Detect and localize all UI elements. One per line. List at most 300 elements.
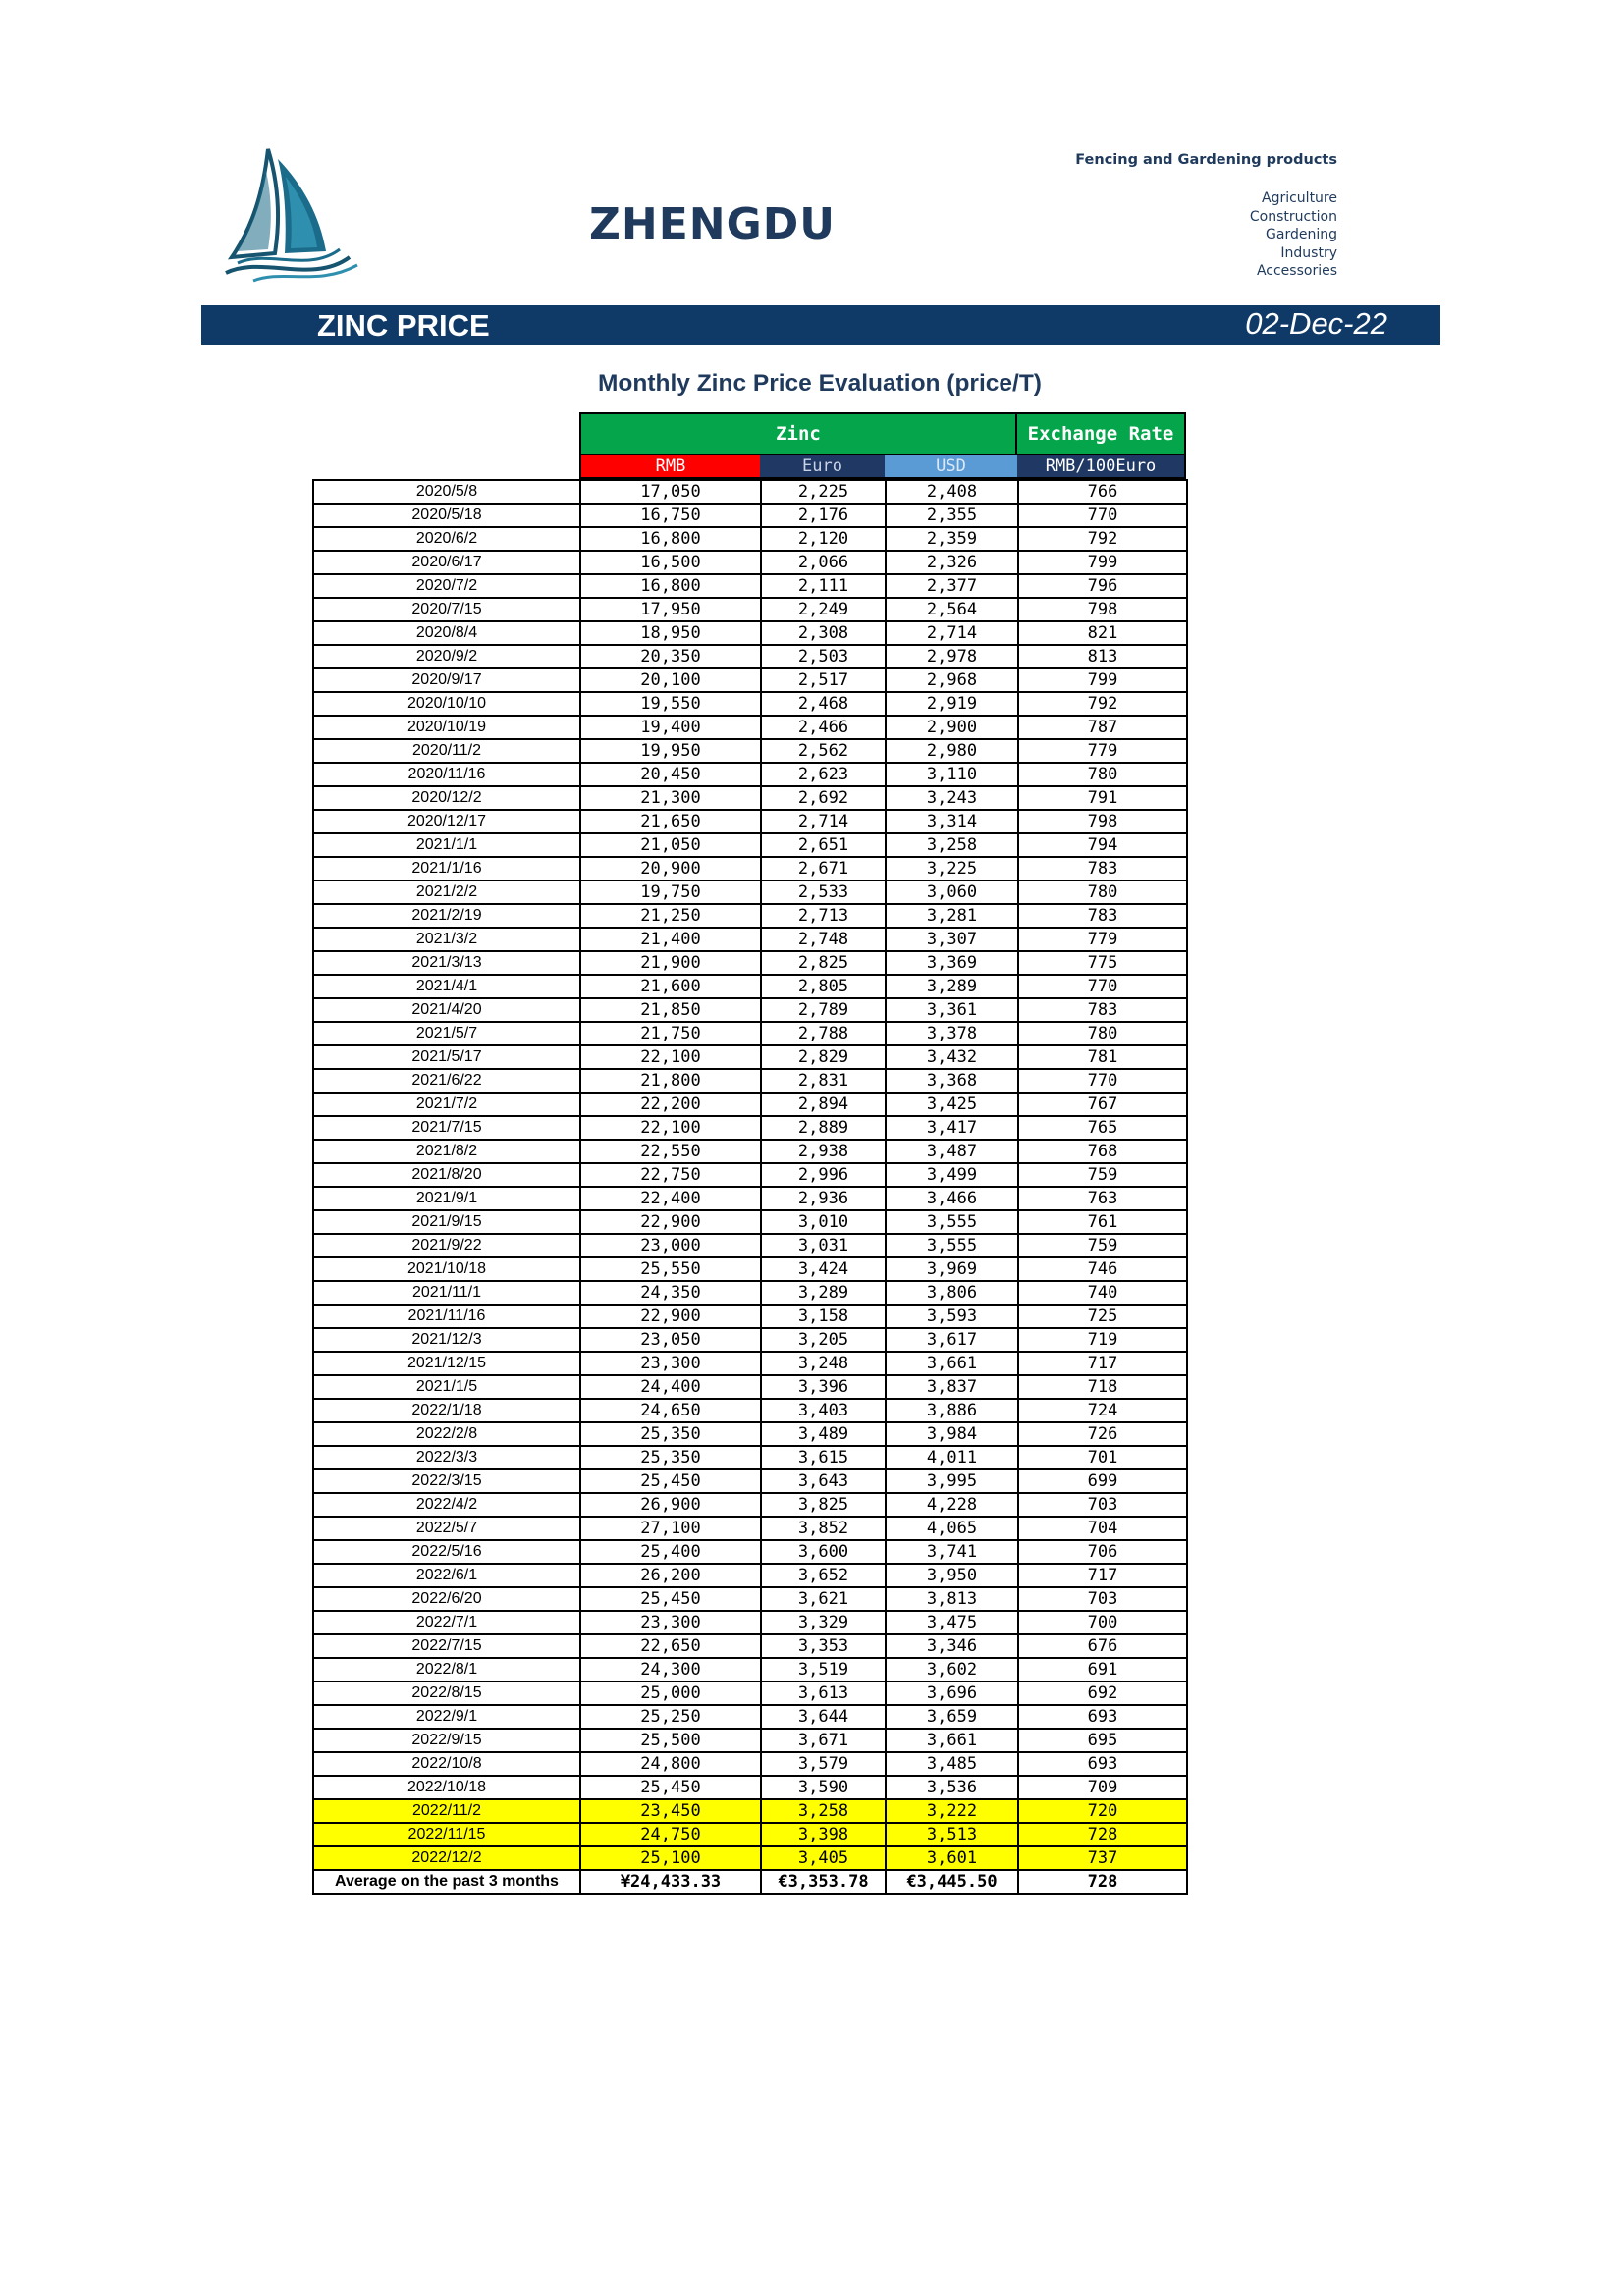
- category-item: Accessories: [1256, 263, 1337, 279]
- table-row: [313, 1469, 1187, 1493]
- date-cell: 2022/8/1: [313, 1658, 580, 1682]
- exchange-rate-cell: 775: [1018, 951, 1187, 975]
- euro-price-cell: 3,424: [761, 1257, 886, 1281]
- euro-price-cell: 3,396: [761, 1375, 886, 1399]
- exchange-rate-cell: 724: [1018, 1399, 1187, 1422]
- exchange-rate-cell: 720: [1018, 1799, 1187, 1823]
- table-row: [313, 621, 1187, 645]
- table-row: [313, 1210, 1187, 1234]
- date-cell: 2021/6/22: [313, 1069, 580, 1093]
- exchange-rate-cell: 792: [1018, 527, 1187, 551]
- table-row: [313, 998, 1187, 1022]
- table-row: [313, 1682, 1187, 1705]
- usd-price-cell: 2,968: [886, 668, 1018, 692]
- table-row: [313, 1069, 1187, 1093]
- date-cell: 2022/9/1: [313, 1705, 580, 1729]
- date-cell: 2021/3/2: [313, 928, 580, 951]
- rmb-price-cell: 21,300: [580, 786, 761, 810]
- category-item: Gardening: [1266, 227, 1337, 242]
- euro-price-cell: 3,353: [761, 1634, 886, 1658]
- exchange-rate-cell: 717: [1018, 1352, 1187, 1375]
- euro-price-cell: 2,466: [761, 716, 886, 739]
- rmb-price-cell: 17,950: [580, 598, 761, 621]
- exchange-rate-cell: 783: [1018, 857, 1187, 881]
- euro-price-cell: 3,643: [761, 1469, 886, 1493]
- table-row: [313, 1352, 1187, 1375]
- euro-price-cell: 2,889: [761, 1116, 886, 1140]
- rmb-price-cell: 25,450: [580, 1776, 761, 1799]
- table-row: [313, 786, 1187, 810]
- rmb-price-cell: 25,400: [580, 1540, 761, 1564]
- page-subtitle: Monthly Zinc Price Evaluation (price/T): [598, 370, 1042, 397]
- exchange-rate-cell: 719: [1018, 1328, 1187, 1352]
- usd-price-cell: 2,919: [886, 692, 1018, 716]
- euro-price-cell: 2,111: [761, 574, 886, 598]
- usd-price-cell: 3,513: [886, 1823, 1018, 1846]
- euro-price-cell: 2,671: [761, 857, 886, 881]
- rmb-price-cell: 22,400: [580, 1187, 761, 1210]
- rmb-price-cell: 24,800: [580, 1752, 761, 1776]
- date-cell: 2021/5/17: [313, 1045, 580, 1069]
- rate-column-header: RMB/100Euro: [1017, 455, 1186, 479]
- usd-price-cell: 3,886: [886, 1399, 1018, 1422]
- table-row: [313, 1281, 1187, 1305]
- exchange-rate-cell: 718: [1018, 1375, 1187, 1399]
- rmb-price-cell: 16,500: [580, 551, 761, 574]
- euro-price-cell: 3,671: [761, 1729, 886, 1752]
- rmb-price-cell: 23,050: [580, 1328, 761, 1352]
- rmb-price-cell: 25,100: [580, 1846, 761, 1870]
- rmb-price-cell: 21,900: [580, 951, 761, 975]
- table-row: [313, 504, 1187, 527]
- euro-price-cell: 3,398: [761, 1823, 886, 1846]
- euro-price-cell: 2,825: [761, 951, 886, 975]
- euro-price-cell: 2,894: [761, 1093, 886, 1116]
- usd-price-cell: 3,346: [886, 1634, 1018, 1658]
- rmb-price-cell: 25,500: [580, 1729, 761, 1752]
- exchange-rate-cell: 709: [1018, 1776, 1187, 1799]
- rmb-price-cell: 22,100: [580, 1045, 761, 1069]
- rmb-price-cell: 22,900: [580, 1305, 761, 1328]
- table-row: [313, 598, 1187, 621]
- zinc-group-header: Zinc: [579, 412, 1017, 455]
- exchange-rate-cell: 695: [1018, 1729, 1187, 1752]
- date-cell: 2021/7/15: [313, 1116, 580, 1140]
- usd-price-cell: 3,289: [886, 975, 1018, 998]
- rmb-price-cell: 24,350: [580, 1281, 761, 1305]
- table-row: [313, 1446, 1187, 1469]
- table-row: [313, 1399, 1187, 1422]
- euro-price-cell: 2,562: [761, 739, 886, 763]
- exchange-rate-cell: 770: [1018, 975, 1187, 998]
- table-row: [313, 1658, 1187, 1682]
- date-cell: 2021/8/20: [313, 1163, 580, 1187]
- date-cell: 2021/12/15: [313, 1352, 580, 1375]
- usd-price-cell: 2,359: [886, 527, 1018, 551]
- table-row: [313, 1846, 1187, 1870]
- date-cell: 2022/5/7: [313, 1517, 580, 1540]
- rmb-price-cell: 17,050: [580, 480, 761, 504]
- rmb-price-cell: 20,450: [580, 763, 761, 786]
- usd-price-cell: 3,602: [886, 1658, 1018, 1682]
- usd-price-cell: 3,601: [886, 1846, 1018, 1870]
- euro-price-cell: 2,176: [761, 504, 886, 527]
- rmb-price-cell: 22,550: [580, 1140, 761, 1163]
- exchange-rate-cell: 699: [1018, 1469, 1187, 1493]
- usd-price-cell: 3,617: [886, 1328, 1018, 1352]
- usd-price-cell: 3,696: [886, 1682, 1018, 1705]
- usd-price-cell: 3,593: [886, 1305, 1018, 1328]
- rmb-price-cell: 18,950: [580, 621, 761, 645]
- euro-price-cell: 3,329: [761, 1611, 886, 1634]
- table-row: [313, 763, 1187, 786]
- usd-price-cell: 3,659: [886, 1705, 1018, 1729]
- table-row: [313, 716, 1187, 739]
- exchange-rate-cell: 792: [1018, 692, 1187, 716]
- euro-price-cell: 2,748: [761, 928, 886, 951]
- table-row: [313, 904, 1187, 928]
- exchange-rate-cell: 693: [1018, 1705, 1187, 1729]
- exchange-rate-cell: 791: [1018, 786, 1187, 810]
- euro-price-cell: 3,489: [761, 1422, 886, 1446]
- date-cell: 2021/5/7: [313, 1022, 580, 1045]
- date-cell: 2020/12/17: [313, 810, 580, 833]
- usd-price-cell: 3,837: [886, 1375, 1018, 1399]
- table-row: [313, 692, 1187, 716]
- usd-price-cell: 3,806: [886, 1281, 1018, 1305]
- usd-column-header: USD: [885, 455, 1017, 479]
- usd-price-cell: 3,466: [886, 1187, 1018, 1210]
- exchange-rate-cell: 821: [1018, 621, 1187, 645]
- exchange-rate-cell: 759: [1018, 1163, 1187, 1187]
- exchange-rate-cell: 770: [1018, 1069, 1187, 1093]
- exchange-rate-cell: 799: [1018, 668, 1187, 692]
- date-cell: 2021/9/22: [313, 1234, 580, 1257]
- usd-price-cell: 3,499: [886, 1163, 1018, 1187]
- table-row: [313, 1422, 1187, 1446]
- date-cell: 2020/7/15: [313, 598, 580, 621]
- usd-price-cell: 3,425: [886, 1093, 1018, 1116]
- euro-price-cell: 2,938: [761, 1140, 886, 1163]
- rmb-price-cell: 21,750: [580, 1022, 761, 1045]
- rmb-price-cell: 23,000: [580, 1234, 761, 1257]
- euro-price-cell: 2,789: [761, 998, 886, 1022]
- euro-price-cell: 3,825: [761, 1493, 886, 1517]
- rmb-column-header: RMB: [579, 455, 760, 479]
- table-row: [313, 645, 1187, 668]
- date-cell: 2020/10/19: [313, 716, 580, 739]
- rmb-price-cell: 24,300: [580, 1658, 761, 1682]
- usd-price-cell: 3,243: [886, 786, 1018, 810]
- rmb-price-cell: 25,450: [580, 1587, 761, 1611]
- exchange-rate-cell: 759: [1018, 1234, 1187, 1257]
- rmb-price-cell: 21,250: [580, 904, 761, 928]
- euro-price-cell: 2,831: [761, 1069, 886, 1093]
- rmb-price-cell: 20,900: [580, 857, 761, 881]
- usd-price-cell: 3,984: [886, 1422, 1018, 1446]
- exchange-rate-cell: 783: [1018, 904, 1187, 928]
- usd-price-cell: 3,661: [886, 1352, 1018, 1375]
- table-row: [313, 1634, 1187, 1658]
- usd-price-cell: 3,110: [886, 763, 1018, 786]
- price-table-body: [312, 479, 1188, 1895]
- sailboat-logo-icon: [224, 147, 361, 287]
- date-cell: 2022/6/1: [313, 1564, 580, 1587]
- table-row: [313, 1328, 1187, 1352]
- date-cell: 2022/5/16: [313, 1540, 580, 1564]
- exchange-rate-cell: 765: [1018, 1116, 1187, 1140]
- rmb-price-cell: 23,300: [580, 1611, 761, 1634]
- euro-price-cell: 2,249: [761, 598, 886, 621]
- date-cell: 2022/10/18: [313, 1776, 580, 1799]
- usd-price-cell: 2,377: [886, 574, 1018, 598]
- exchange-rate-cell: 780: [1018, 881, 1187, 904]
- date-cell: 2020/6/17: [313, 551, 580, 574]
- date-cell: 2021/9/15: [313, 1210, 580, 1234]
- usd-price-cell: 4,011: [886, 1446, 1018, 1469]
- date-cell: 2021/4/20: [313, 998, 580, 1022]
- table-row: [313, 551, 1187, 574]
- exchange-rate-cell: 692: [1018, 1682, 1187, 1705]
- usd-price-cell: 3,813: [886, 1587, 1018, 1611]
- banner-date: 02-Dec-22: [1245, 306, 1387, 341]
- table-row: [313, 1022, 1187, 1045]
- euro-price-cell: 2,829: [761, 1045, 886, 1069]
- euro-price-cell: 2,308: [761, 621, 886, 645]
- date-cell: 2022/11/2: [313, 1799, 580, 1823]
- exchange-rate-cell: 770: [1018, 504, 1187, 527]
- table-row: [313, 1540, 1187, 1564]
- exchange-rate-cell: 725: [1018, 1305, 1187, 1328]
- exchange-rate-cell: 706: [1018, 1540, 1187, 1564]
- rmb-price-cell: 21,850: [580, 998, 761, 1022]
- rmb-price-cell: 22,750: [580, 1163, 761, 1187]
- exchange-rate-cell: 798: [1018, 598, 1187, 621]
- date-cell: 2021/9/1: [313, 1187, 580, 1210]
- average-euro: €3,353.78: [761, 1870, 886, 1894]
- euro-price-cell: 3,621: [761, 1587, 886, 1611]
- euro-price-cell: 3,158: [761, 1305, 886, 1328]
- euro-price-cell: 3,852: [761, 1517, 886, 1540]
- table-row: [313, 1163, 1187, 1187]
- euro-price-cell: 3,600: [761, 1540, 886, 1564]
- usd-price-cell: 3,475: [886, 1611, 1018, 1634]
- date-cell: 2021/4/1: [313, 975, 580, 998]
- exchange-rate-cell: 693: [1018, 1752, 1187, 1776]
- exchange-rate-cell: 794: [1018, 833, 1187, 857]
- date-cell: 2021/2/19: [313, 904, 580, 928]
- rmb-price-cell: 26,900: [580, 1493, 761, 1517]
- table-row: [313, 1729, 1187, 1752]
- usd-price-cell: 3,258: [886, 833, 1018, 857]
- date-cell: 2022/10/8: [313, 1752, 580, 1776]
- usd-price-cell: 3,225: [886, 857, 1018, 881]
- usd-price-cell: 3,368: [886, 1069, 1018, 1093]
- table-row: [313, 1611, 1187, 1634]
- date-cell: 2022/7/15: [313, 1634, 580, 1658]
- usd-price-cell: 3,307: [886, 928, 1018, 951]
- category-item: Industry: [1280, 244, 1337, 261]
- date-cell: 2022/2/8: [313, 1422, 580, 1446]
- euro-price-cell: 2,788: [761, 1022, 886, 1045]
- rmb-price-cell: 19,950: [580, 739, 761, 763]
- euro-price-cell: 3,644: [761, 1705, 886, 1729]
- average-label: Average on the past 3 months: [313, 1870, 580, 1894]
- exchange-rate-cell: 676: [1018, 1634, 1187, 1658]
- usd-price-cell: 3,487: [886, 1140, 1018, 1163]
- usd-price-cell: 3,222: [886, 1799, 1018, 1823]
- rmb-price-cell: 20,100: [580, 668, 761, 692]
- date-cell: 2022/7/1: [313, 1611, 580, 1634]
- rmb-price-cell: 23,300: [580, 1352, 761, 1375]
- table-row: [313, 833, 1187, 857]
- usd-price-cell: 2,326: [886, 551, 1018, 574]
- date-cell: 2021/2/2: [313, 881, 580, 904]
- table-row: [313, 739, 1187, 763]
- table-row: [313, 1234, 1187, 1257]
- rmb-price-cell: 22,650: [580, 1634, 761, 1658]
- exchange-rate-cell: 740: [1018, 1281, 1187, 1305]
- euro-price-cell: 2,503: [761, 645, 886, 668]
- euro-price-cell: 3,405: [761, 1846, 886, 1870]
- euro-price-cell: 2,713: [761, 904, 886, 928]
- exchange-rate-cell: 761: [1018, 1210, 1187, 1234]
- tagline: Fencing and Gardening products: [1075, 152, 1337, 168]
- table-row: [313, 857, 1187, 881]
- euro-price-cell: 2,120: [761, 527, 886, 551]
- table-row: [313, 1140, 1187, 1163]
- table-row: [313, 1752, 1187, 1776]
- rmb-price-cell: 22,200: [580, 1093, 761, 1116]
- exchange-rate-cell: 768: [1018, 1140, 1187, 1163]
- exchange-rate-cell: 691: [1018, 1658, 1187, 1682]
- usd-price-cell: 2,980: [886, 739, 1018, 763]
- exchange-rate-cell: 737: [1018, 1846, 1187, 1870]
- rmb-price-cell: 20,350: [580, 645, 761, 668]
- date-cell: 2022/3/15: [313, 1469, 580, 1493]
- exchange-rate-cell: 767: [1018, 1093, 1187, 1116]
- exchange-rate-cell: 746: [1018, 1257, 1187, 1281]
- date-cell: 2021/11/1: [313, 1281, 580, 1305]
- rmb-price-cell: 24,650: [580, 1399, 761, 1422]
- usd-price-cell: 3,361: [886, 998, 1018, 1022]
- table-row: [313, 574, 1187, 598]
- average-rate: 728: [1018, 1870, 1187, 1894]
- rmb-price-cell: 21,600: [580, 975, 761, 998]
- usd-price-cell: 4,065: [886, 1517, 1018, 1540]
- date-cell: 2022/12/2: [313, 1846, 580, 1870]
- table-row: [313, 1823, 1187, 1846]
- rmb-price-cell: 19,400: [580, 716, 761, 739]
- table-row: [313, 1187, 1187, 1210]
- date-cell: 2021/1/1: [313, 833, 580, 857]
- rmb-price-cell: 22,900: [580, 1210, 761, 1234]
- rmb-price-cell: 26,200: [580, 1564, 761, 1587]
- euro-price-cell: 3,519: [761, 1658, 886, 1682]
- title-banner: [201, 305, 1440, 345]
- exchange-rate-cell: 703: [1018, 1587, 1187, 1611]
- rmb-price-cell: 16,800: [580, 574, 761, 598]
- price-table: [312, 412, 1186, 2013]
- exchange-rate-cell: 728: [1018, 1823, 1187, 1846]
- euro-price-cell: 3,403: [761, 1399, 886, 1422]
- rmb-price-cell: 16,800: [580, 527, 761, 551]
- usd-price-cell: 3,432: [886, 1045, 1018, 1069]
- banner-title: ZINC PRICE: [317, 308, 490, 343]
- rmb-price-cell: 21,800: [580, 1069, 761, 1093]
- table-row: [313, 928, 1187, 951]
- date-cell: 2020/5/8: [313, 480, 580, 504]
- usd-price-cell: 3,969: [886, 1257, 1018, 1281]
- euro-price-cell: 3,289: [761, 1281, 886, 1305]
- euro-price-cell: 2,692: [761, 786, 886, 810]
- usd-price-cell: 2,355: [886, 504, 1018, 527]
- average-rmb: ¥24,433.33: [580, 1870, 761, 1894]
- usd-price-cell: 3,281: [886, 904, 1018, 928]
- table-row: [313, 1493, 1187, 1517]
- euro-price-cell: 2,225: [761, 480, 886, 504]
- rmb-price-cell: 16,750: [580, 504, 761, 527]
- usd-price-cell: 3,536: [886, 1776, 1018, 1799]
- rmb-price-cell: 23,450: [580, 1799, 761, 1823]
- table-row: [313, 975, 1187, 998]
- exchange-rate-cell: 700: [1018, 1611, 1187, 1634]
- date-cell: 2020/10/10: [313, 692, 580, 716]
- usd-price-cell: 4,228: [886, 1493, 1018, 1517]
- rmb-price-cell: 25,000: [580, 1682, 761, 1705]
- rmb-price-cell: 25,550: [580, 1257, 761, 1281]
- rmb-price-cell: 24,400: [580, 1375, 761, 1399]
- usd-price-cell: 3,485: [886, 1752, 1018, 1776]
- date-cell: 2021/10/18: [313, 1257, 580, 1281]
- table-row: [313, 1375, 1187, 1399]
- exchange-rate-cell: 717: [1018, 1564, 1187, 1587]
- usd-price-cell: 3,378: [886, 1022, 1018, 1045]
- usd-price-cell: 3,314: [886, 810, 1018, 833]
- usd-price-cell: 3,741: [886, 1540, 1018, 1564]
- rmb-price-cell: 25,250: [580, 1705, 761, 1729]
- date-cell: 2021/7/2: [313, 1093, 580, 1116]
- exchange-rate-header: Exchange Rate: [1017, 412, 1186, 455]
- usd-price-cell: 2,714: [886, 621, 1018, 645]
- exchange-rate-cell: 799: [1018, 551, 1187, 574]
- usd-price-cell: 3,555: [886, 1234, 1018, 1257]
- usd-price-cell: 3,995: [886, 1469, 1018, 1493]
- date-cell: 2021/1/5: [313, 1375, 580, 1399]
- average-usd: €3,445.50: [886, 1870, 1018, 1894]
- euro-price-cell: 3,613: [761, 1682, 886, 1705]
- category-item: Construction: [1249, 208, 1337, 225]
- table-row: [313, 1116, 1187, 1140]
- exchange-rate-cell: 763: [1018, 1187, 1187, 1210]
- date-cell: 2022/9/15: [313, 1729, 580, 1752]
- exchange-rate-cell: 779: [1018, 739, 1187, 763]
- table-row: [313, 1045, 1187, 1069]
- date-cell: 2020/6/2: [313, 527, 580, 551]
- euro-price-cell: 2,468: [761, 692, 886, 716]
- table-row: [313, 1776, 1187, 1799]
- rmb-price-cell: 21,650: [580, 810, 761, 833]
- usd-price-cell: 2,408: [886, 480, 1018, 504]
- rmb-price-cell: 19,550: [580, 692, 761, 716]
- date-cell: 2020/9/2: [313, 645, 580, 668]
- category-item: Agriculture: [1262, 190, 1337, 206]
- table-row: [313, 1305, 1187, 1328]
- euro-price-cell: 2,805: [761, 975, 886, 998]
- euro-price-cell: 2,517: [761, 668, 886, 692]
- rmb-price-cell: 25,350: [580, 1446, 761, 1469]
- category-list: [1250, 189, 1337, 281]
